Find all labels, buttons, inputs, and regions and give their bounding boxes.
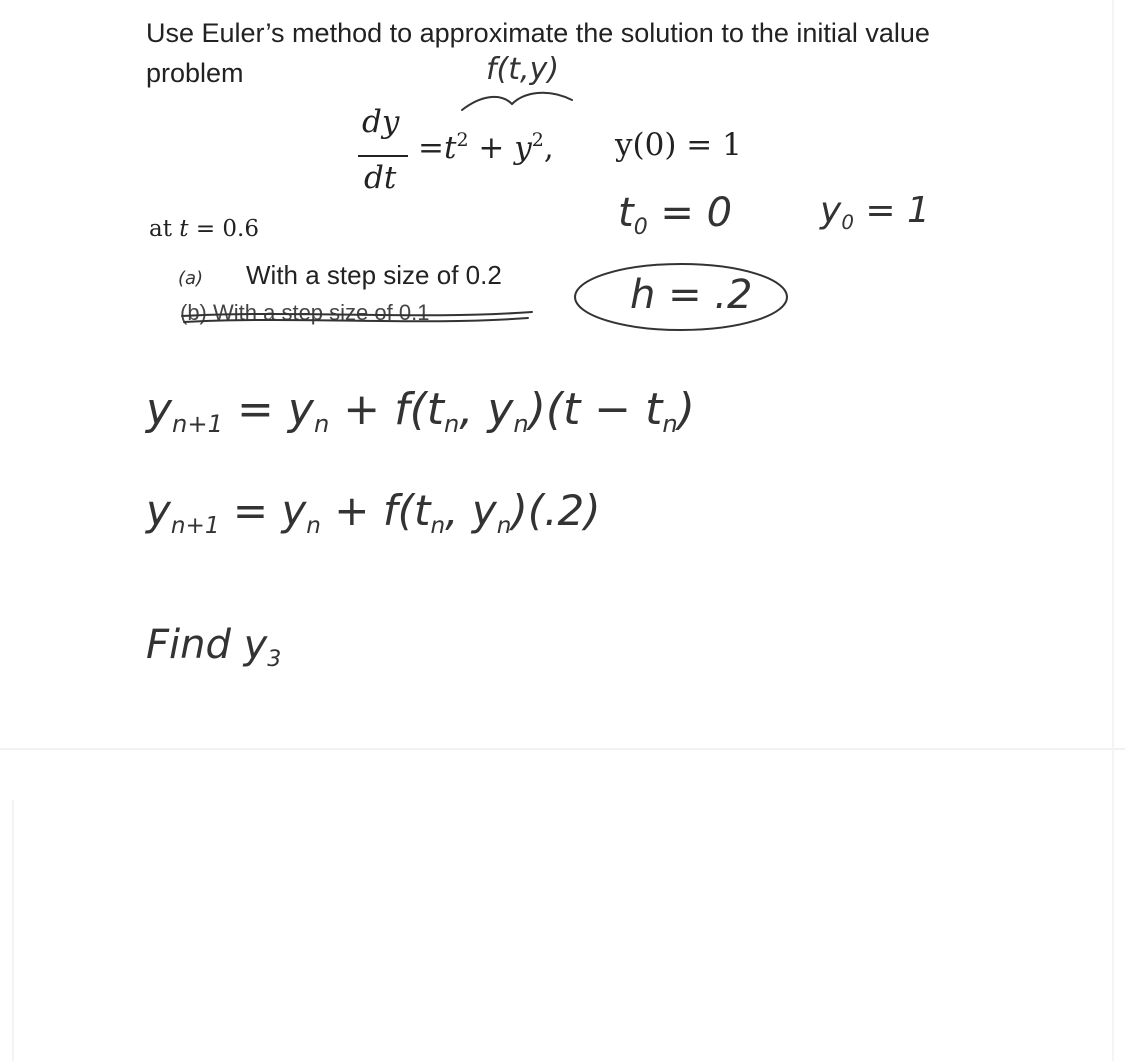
part-b-strikethrough-2 bbox=[184, 318, 528, 322]
part-a-text: With a step size of 0.2 bbox=[246, 260, 502, 290]
problem-line-2: problem bbox=[146, 58, 244, 88]
f-of-t-y-annotation: f(t,y) bbox=[486, 52, 560, 87]
part-b-struck-text: (b) With a step size of 0.1 bbox=[180, 300, 430, 325]
brace-over-rhs bbox=[462, 93, 572, 110]
step-size-note: h = .2 bbox=[630, 272, 753, 318]
evaluation-point: at t = 0.6 bbox=[149, 216, 260, 242]
problem-line-1: Use Euler’s method to approximate the solution to the initial value bbox=[146, 18, 930, 48]
part-b-strikethrough bbox=[182, 312, 532, 316]
t-zero-note: t0 = 0 bbox=[618, 190, 733, 240]
y-zero-note: y0 = 1 bbox=[820, 190, 930, 234]
initial-condition: y(0) = 1 bbox=[615, 127, 742, 163]
euler-formula-general: yn+1 = yn + f(tn, yn)(t − tn) bbox=[146, 384, 695, 439]
euler-formula-step: yn+1 = yn + f(tn, yn)(.2) bbox=[146, 486, 601, 540]
fraction-numerator: dy bbox=[362, 104, 400, 140]
equation-rhs: $=t^2 + y^2$, bbox=[418, 129, 554, 166]
find-y3-note: Find y3 bbox=[146, 622, 282, 672]
part-a-label: (a) bbox=[178, 268, 204, 289]
fraction-denominator: dt bbox=[364, 160, 397, 196]
step-size-circle bbox=[575, 264, 787, 330]
